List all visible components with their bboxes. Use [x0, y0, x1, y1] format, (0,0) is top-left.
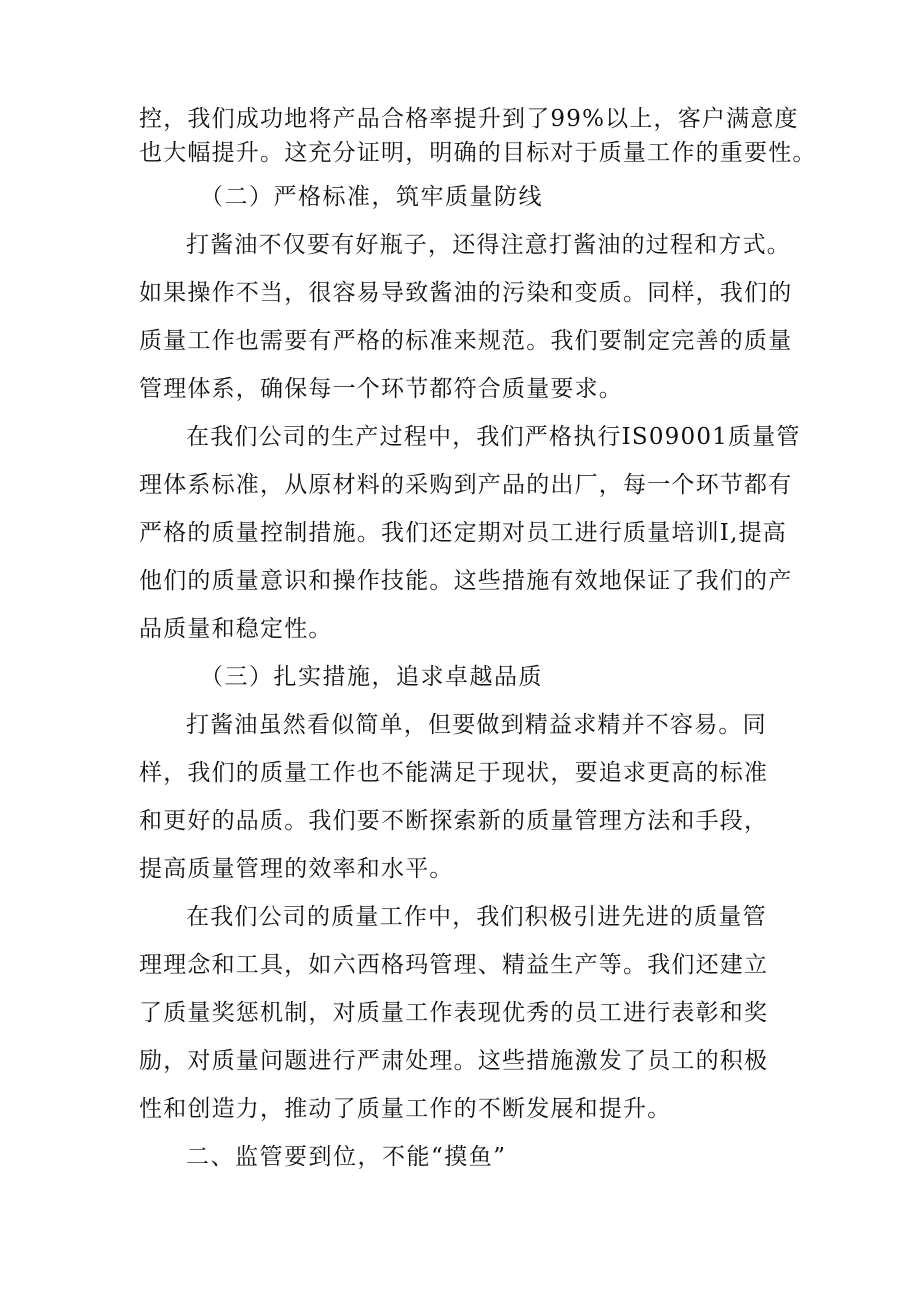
paragraph-line: 也大幅提升。这充分证明，明确的目标对于质量工作的重要性。 — [139, 140, 817, 166]
paragraph-line: 控，我们成功地将产品合格率提升到了99%以上，客户满意度 — [139, 106, 799, 132]
paragraph-line: 提高质量管理的效率和水平。 — [139, 856, 454, 882]
paragraph-line: 在我们公司的质量工作中，我们积极引进先进的质量管 — [186, 904, 767, 930]
paragraph-line: 样，我们的质量工作也不能满足于现状，要追求更高的标准 — [139, 760, 769, 786]
paragraph-line: 理理念和工具，如六西格玛管理、精益生产等。我们还建立 — [139, 952, 769, 978]
paragraph-line: 性和创造力，推动了质量工作的不断发展和提升。 — [139, 1096, 672, 1122]
paragraph-line: 理体系标准，从原材料的采购到产品的出厂，每一个环节都有 — [139, 472, 793, 498]
paragraph-line: 质量工作也需要有严格的标准来规范。我们要制定完善的质量 — [139, 328, 793, 354]
paragraph-line: 如果操作不当，很容易导致酱油的污染和变质。同样，我们的 — [139, 280, 793, 306]
paragraph-line: 严格的质量控制措施。我们还定期对员工进行质量培训I,提高 — [139, 520, 787, 546]
paragraph-line: 和更好的品质。我们要不断探索新的质量管理方法和手段， — [139, 808, 769, 834]
paragraph-line: 打酱油虽然看似简单，但要做到精益求精并不容易。同 — [186, 712, 767, 738]
section-heading: （二）严格标准，筑牢质量防线 — [200, 184, 543, 210]
paragraph-line: 管理体系，确保每一个环节都符合质量要求。 — [139, 376, 623, 402]
section-heading: 二、监管要到位，不能“摸鱼” — [186, 1144, 507, 1170]
paragraph-line: 在我们公司的生产过程中，我们严格执行IS09001质量管 — [186, 424, 801, 450]
paragraph-line: 品质量和稳定性。 — [139, 616, 333, 642]
section-heading: （三）扎实措施，追求卓越品质 — [200, 664, 543, 690]
paragraph-line: 励，对质量问题进行严肃处理。这些措施激发了员工的积极 — [139, 1048, 769, 1074]
paragraph-line: 了质量奖惩机制，对质量工作表现优秀的员工进行表彰和奖 — [139, 1000, 769, 1026]
paragraph-line: 打酱油不仅要有好瓶子，还得注意打酱油的过程和方式。 — [186, 232, 791, 258]
paragraph-line: 他们的质量意识和操作技能。这些措施有效地保证了我们的产 — [139, 568, 793, 594]
